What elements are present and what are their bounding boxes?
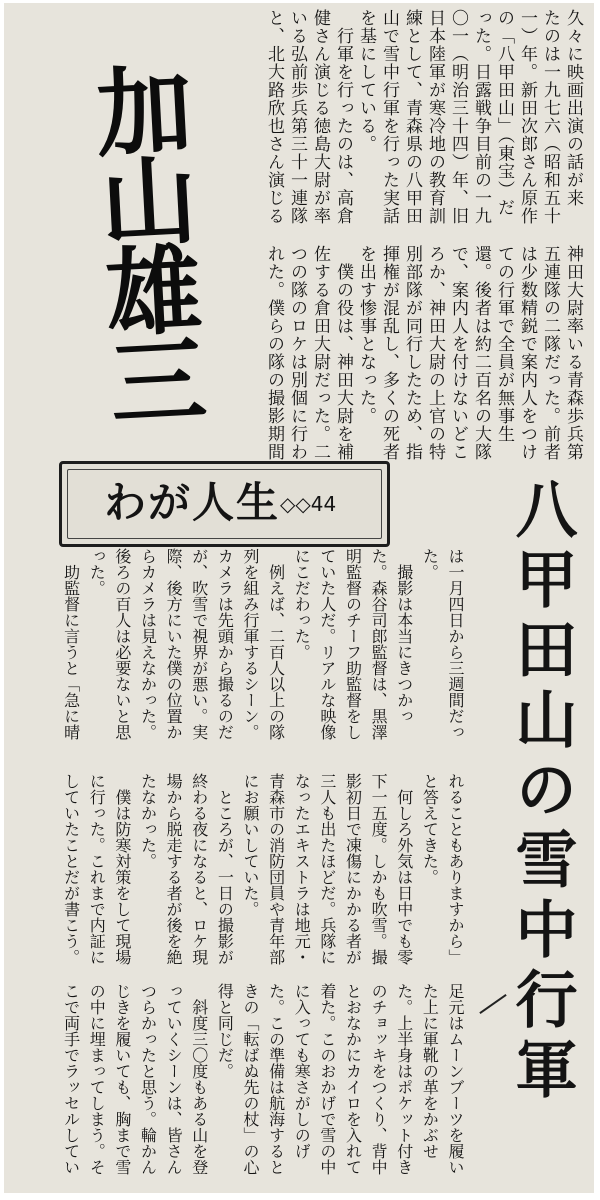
- text-column: にお願いしていた。: [241, 773, 260, 917]
- newspaper-clipping: [4, 3, 594, 1193]
- text-column: 終わる夜になると、ロケ現: [189, 773, 209, 965]
- text-column: 影初日で凍傷にかかる者が: [343, 773, 363, 965]
- text-column: じきを履いても、胸まで雪: [112, 983, 132, 1175]
- text-column: が、吹雪で視界が悪い。実: [189, 548, 209, 740]
- text-column: た。森谷司郎監督は、黒澤: [369, 548, 389, 740]
- text-column: つらかったと思う。輪かん: [138, 983, 158, 1175]
- series-banner: [59, 461, 390, 547]
- text-column: ところが、一日の撮影が: [215, 773, 235, 965]
- text-column: 練として、青森県の八甲田: [402, 9, 422, 225]
- text-column: 下一五度。しかも吹雪。撮: [369, 773, 389, 965]
- article-block-bottom: [56, 983, 466, 1189]
- text-column: 揮権が混乱し、多くの死者: [379, 245, 399, 461]
- text-column: た上に軍靴の革をかぶせ: [420, 983, 440, 1159]
- text-column: 列を組み行軍するシーン。: [241, 548, 260, 740]
- text-column: 僕の役は、神田大尉を補: [333, 245, 353, 461]
- text-column: で、案内人を付けないどこ: [448, 245, 468, 461]
- text-column: たのは一九七六（昭和五十: [540, 9, 560, 225]
- text-column: 撮影は本当にきつかっ: [394, 548, 414, 724]
- text-column: 場から脱走する者が後を絶: [164, 773, 184, 965]
- text-column: 五連隊の二隊だった。前者: [540, 245, 560, 461]
- article-headline: 八甲田山の雪中行軍: [505, 477, 578, 1107]
- text-column: 還。後者は約二百名の大隊: [471, 245, 491, 461]
- text-column: していたことだが書こう。: [61, 773, 81, 965]
- text-column: った。: [87, 548, 107, 596]
- text-column: 僕は防寒対策をして現場: [112, 773, 132, 965]
- text-column: 足元はムーンブーツを履い: [446, 983, 465, 1175]
- text-column: にこだわった。: [292, 548, 312, 660]
- text-column: ていた人だ。リアルな映像: [317, 548, 337, 740]
- text-column: のチョッキをつくり、背中: [369, 983, 389, 1175]
- text-column: 後ろの百人は必要ないと思: [112, 548, 132, 740]
- text-column: た。上半身はポケット付き: [394, 983, 414, 1175]
- series-title: わが人生: [104, 478, 281, 527]
- text-column: 明監督のチーフ助監督をし: [343, 548, 363, 740]
- text-column: 神田大尉率いる青森歩兵第: [563, 245, 583, 461]
- text-column: 山で雪中行軍を行った実話: [379, 9, 399, 225]
- text-column: つの隊のロケは別個に行わ: [287, 245, 307, 461]
- text-column: 健さん演じる徳島大尉が率: [310, 9, 330, 225]
- text-column: 助監督に言うと「急に晴: [61, 548, 81, 740]
- text-column: に行った。これまで内証に: [87, 773, 107, 965]
- text-column: 際、後方にいた僕の位置か: [164, 548, 184, 740]
- text-column: 佐する倉田大尉だった。二: [310, 245, 330, 461]
- text-column: 行軍を行ったのは、高倉: [333, 9, 353, 225]
- text-column: と、北大路欣也さん演じる: [264, 9, 284, 225]
- handwritten-signature: 加山雄三: [78, 58, 210, 425]
- text-column: きの「転ばぬ先の杖」の心: [241, 983, 260, 1175]
- text-column: いる弘前歩兵第三十一連隊: [287, 9, 307, 225]
- text-column: の中に埋まってしまう。そ: [87, 983, 107, 1175]
- text-column: と答えてきた。: [420, 773, 440, 885]
- text-column: は少数精鋭で案内人をつけ: [517, 245, 537, 461]
- text-column: った。日露戦争目前の一九: [471, 9, 491, 225]
- text-column: 斜度三〇度もある山を登: [189, 983, 209, 1175]
- text-column: を基にしている。: [356, 9, 376, 153]
- text-column: の「八甲田山」（東宝）だ: [494, 9, 514, 217]
- text-column: 別部隊が同行したため、指: [402, 245, 422, 461]
- text-column: たなかった。: [138, 773, 158, 869]
- text-column: ろか、神田大尉の上官の特: [425, 245, 445, 461]
- text-column: た。: [420, 548, 440, 580]
- article-block-top-right: [204, 9, 588, 461]
- text-column: 一）年。新田次郎さん原作: [517, 9, 537, 225]
- text-column: ての行軍で全員が無事生: [494, 245, 514, 443]
- text-column: た。この準備は航海すると: [266, 983, 286, 1175]
- text-column: 得と同じだ。: [215, 983, 235, 1079]
- text-column: とおなかにカイロを入れて: [343, 983, 363, 1175]
- text-column: 日本陸軍が寒冷地の教育訓: [425, 9, 445, 225]
- text-column: れた。僕らの隊の撮影期間: [264, 245, 284, 461]
- text-column: 〇一（明治三十四）年、旧: [448, 9, 468, 225]
- article-block-lower-middle: [56, 773, 466, 973]
- text-column: 何しろ外気は日中でも零: [394, 773, 414, 965]
- headline-rule: [479, 994, 506, 1014]
- text-column: に入っても寒さがしのげ: [292, 983, 312, 1159]
- text-column: っていくシーンは、皆さん: [164, 983, 184, 1175]
- text-column: らカメラは見えなかった。: [138, 548, 158, 740]
- text-column: こで両手でラッセルしてい: [61, 983, 81, 1175]
- text-column: 着た。このおかげで雪の中: [317, 983, 337, 1175]
- text-column: 久々に映画出演の話が来: [563, 9, 583, 207]
- text-column: 例えば、二百人以上の隊: [266, 548, 286, 740]
- text-column: 青森市の消防団員や青年部: [266, 773, 286, 965]
- text-column: は一月四日から三週間だっ: [446, 548, 465, 740]
- text-column: れることもありますから」: [446, 773, 465, 965]
- article-block-middle: [56, 548, 466, 763]
- text-column: 三人も出たほどだ。兵隊に: [317, 773, 337, 965]
- text-column: カメラは先頭から撮るのだ: [215, 548, 235, 740]
- series-number: ◇◇44: [280, 492, 337, 516]
- text-column: なったエキストラは地元・: [292, 773, 312, 965]
- text-column: を出す惨事となった。: [356, 245, 376, 425]
